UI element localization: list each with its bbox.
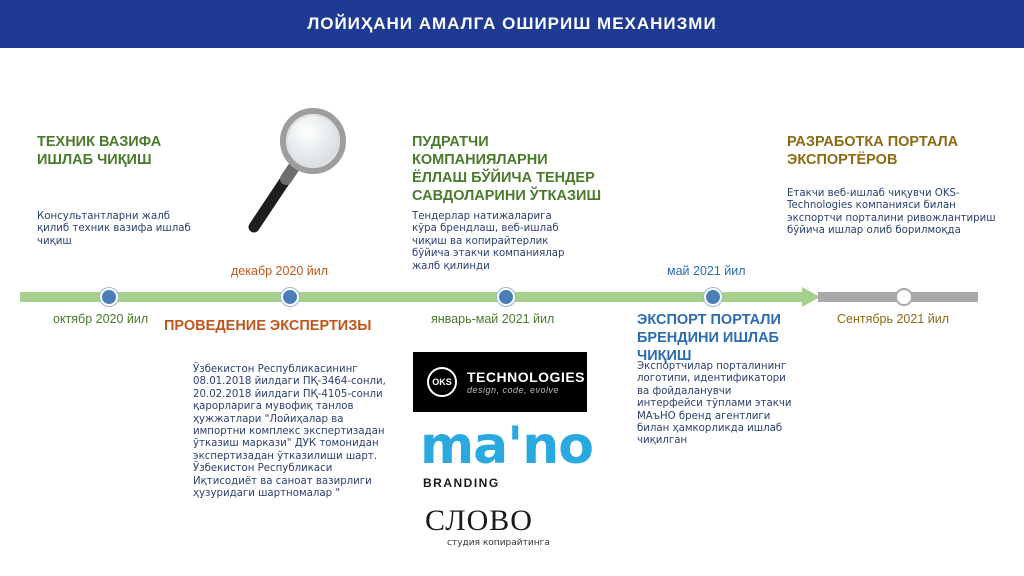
stage1-title: ТЕХНИК ВАЗИФА ИШЛАБ ЧИҚИШ [37, 134, 162, 168]
mano-logo: ma'no [420, 416, 593, 476]
stage3-description: Тендерлар натижаларига кўра брендлаш, веб-ишлаб чиқиш ва копирайтерлик бўйича этакчи компаниялар жалб қилинди [412, 211, 565, 272]
mano-logo-subtitle: BRANDING [423, 476, 500, 490]
stage4-description: Экспортчилар порталининг логотипи, идентификатори ва фойдаланувчи интерфейси тўплами этакчи МАъНО бренд агентлиги билан ҳамкорликда ишлаб чиқилган [637, 361, 792, 447]
stage5-description: Етакчи веб-ишлаб чиқувчи OKS- Technologies компанияси билан экспортчи порталини ривожлантириш бўйича ишлар олиб борилмоқда [787, 188, 996, 237]
page-title: ЛОЙИҲАНИ АМАЛГА ОШИРИШ МЕХАНИЗМИ [307, 14, 717, 33]
oks-technologies-logo [413, 352, 587, 412]
stage1-date: октябр 2020 йил [53, 312, 149, 326]
magnifying-glass-icon [240, 105, 350, 235]
stage4-title: ЭКСПОРТ ПОРТАЛИ БРЕНДИНИ ИШЛАБ ЧИҚИШ [637, 312, 781, 364]
oks-name: TECHNOLOGIES [467, 369, 586, 385]
stage5-date: Сентябрь 2021 йил [837, 312, 950, 326]
slovo-logo: СЛОВО [425, 504, 533, 537]
oks-mark: OKS [427, 367, 457, 397]
stage2-date: декабр 2020 йил [231, 264, 329, 278]
timeline-node-icon [704, 288, 722, 306]
timeline-progress-line [20, 292, 812, 302]
stage5-title: РАЗРАБОТКА ПОРТАЛА ЭКСПОРТЁРОВ [787, 134, 959, 168]
stage1-description: Консультантларни жалб қилиб техник вазифа ишлаб чиқиш [37, 211, 191, 247]
stage2-description: Ўзбекистон Республикасининг 08.01.2018 йилдаги ПҚ-3464-сонли, 20.02.2018 йилдаги ПҚ-4105-сонли қарорларига мувофиқ танлов ҳужжатлари "Лойиҳалар ва импортни комплекс экспертизадан ўтказиш маркази" ДУК томонидан экспертизадан ўтказилиши шарт. Ўзбекистон Республикаси Иқтисодиёт ва саноат вазирлиги ҳузуридаги шартномалар " [193, 364, 386, 500]
header-bar [0, 0, 1024, 48]
stage4-date: май 2021 йил [667, 264, 746, 278]
oks-tagline: design, code, evolve [467, 385, 560, 395]
timeline-node-icon [100, 288, 118, 306]
timeline-end-node-icon [895, 288, 913, 306]
timeline-node-icon [497, 288, 515, 306]
timeline-node-icon [281, 288, 299, 306]
stage2-title: ПРОВЕДЕНИЕ ЭКСПЕРТИЗЫ [164, 318, 372, 334]
stage3-title: ПУДРАТЧИ КОМПАНИЯЛАРНИ ЁЛЛАШ БЎЙИЧА ТЕНДЕР САВДОЛАРИНИ ЎТКАЗИШ [412, 134, 602, 204]
slovo-logo-subtitle: студия копирайтинга [447, 538, 550, 548]
stage3-date: январь-май 2021 йил [431, 312, 555, 326]
